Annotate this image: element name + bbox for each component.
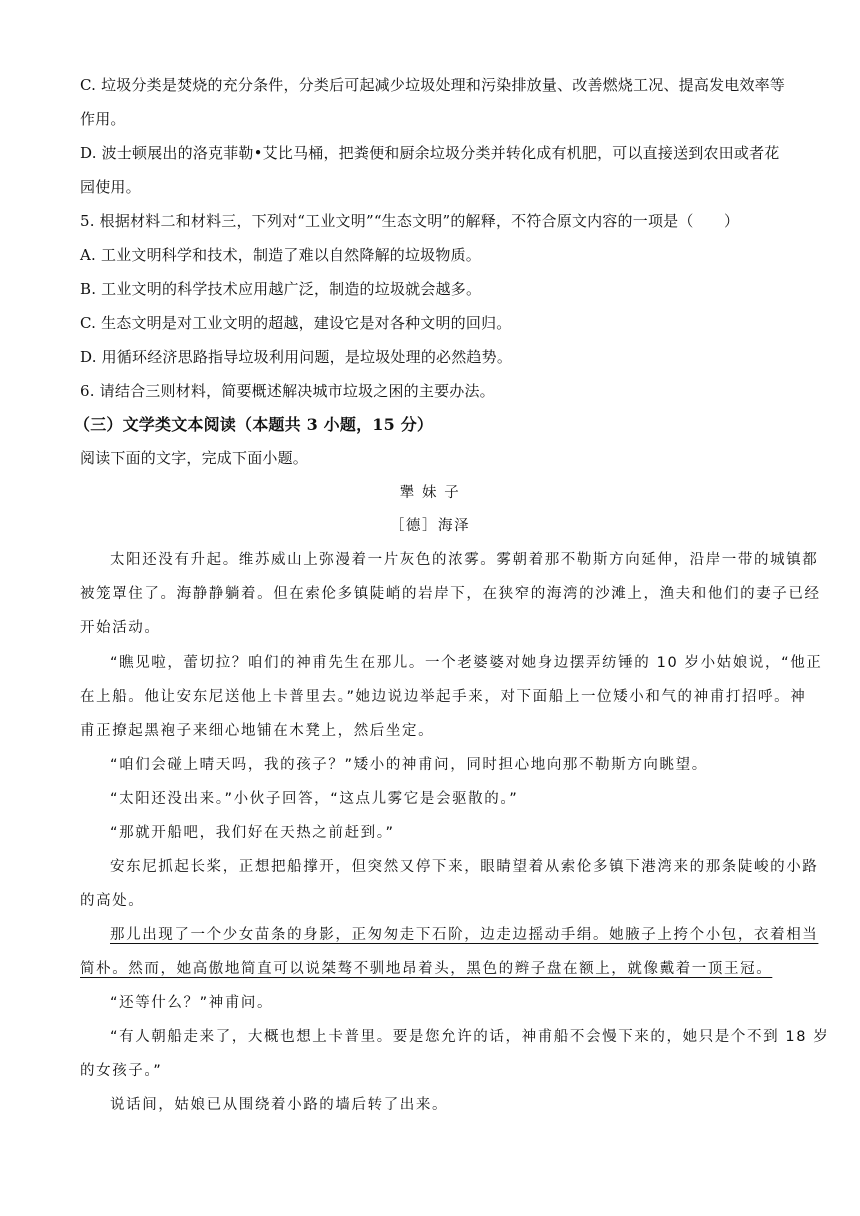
story-paragraph-3: “咱们会碰上晴天吗，我的孩子？”矮小的神甫问，同时担心地向那不勒斯方向眺望。 — [110, 757, 708, 773]
story-author: ［德］海泽 — [389, 518, 471, 534]
q5-stem: 5. 根据材料二和材料三，下列对“工业文明”“生态文明”的解释，不符合原文内容的一项是（ ） — [80, 212, 740, 230]
q5-option-d: D. 用循环经济思路指导垃圾利用问题，是垃圾处理的必然趋势。 — [80, 348, 513, 366]
q5-option-b: B. 工业文明的科学技术应用越广泛，制造的垃圾就会越多。 — [80, 280, 482, 298]
story-paragraph-9-line1: “有人朝船走来了，大概也想上卡普里。要是您允许的话，神甫船不会慢下来的，她只是个不到 18 岁 — [110, 1029, 830, 1045]
story-paragraph-10: 说话间，姑娘已从围绕着小路的墙后转了出来。 — [110, 1097, 449, 1113]
instruction-text: 阅读下面的文字，完成下面小题。 — [80, 449, 309, 467]
q4-option-c-line1: C. 垃圾分类是焚烧的充分条件，分类后可起减少垃圾处理和污染排放量、改善燃烧工况、提高发电效率等 — [80, 76, 786, 94]
story-paragraph-5: “那就开船吧，我们好在天热之前赶到。” — [110, 825, 395, 841]
story-paragraph-4: “太阳还没出来。”小伙子回答，“这点儿雾它是会驱散的。” — [110, 791, 519, 807]
q6-stem: 6. 请结合三则材料，简要概述解决城市垃圾之困的主要办法。 — [80, 382, 495, 400]
section-heading: （三）文学类文本阅读（本题共 3 小题，15 分） — [74, 415, 434, 434]
story-paragraph-8: “还等什么？”神甫问。 — [110, 995, 274, 1011]
story-paragraph-9-line2: 的女孩子。” — [80, 1063, 163, 1079]
story-paragraph-1-line1: 太阳还没有升起。维苏威山上弥漫着一片灰色的浓雾。雾朝着那不勒斯方向延伸，沿岸一带的城镇都 — [110, 552, 819, 568]
story-paragraph-2-line1: “瞧见啦，蕾切拉？咱们的神甫先生在那儿。一个老婆婆对她身边摆弄纺锤的 10 岁小姑娘说，“他正 — [110, 655, 823, 671]
q5-option-a: A. 工业文明科学和技术，制造了难以自然降解的垃圾物质。 — [80, 246, 481, 264]
story-paragraph-6-line2: 的高处。 — [80, 893, 145, 909]
story-paragraph-1-line2: 被笼罩住了。海静静躺着。但在索伦多镇陡峭的岩岸下，在狭窄的海湾的沙滩上，渔夫和他们的妻子已经 — [80, 586, 821, 602]
q4-option-c-line2: 作用。 — [80, 110, 126, 128]
story-title: 犟 妹 子 — [399, 485, 461, 501]
story-paragraph-7-underlined-line1: 那儿出现了一个少女苗条的身影，正匆匆走下石阶，边走边摇动手绢。她腋子上挎个小包，衣着相当 — [110, 927, 819, 943]
q5-option-c: C. 生态文明是对工业文明的超越，建设它是对各种文明的回归。 — [80, 314, 512, 332]
story-paragraph-1-line3: 开始活动。 — [80, 620, 161, 636]
story-paragraph-7-underlined-line2: 简朴。然而，她高傲地简直可以说桀骜不驯地昂着头，黑色的辫子盘在额上，就像戴着一顶王冠。 — [80, 961, 773, 977]
story-paragraph-2-line3: 甫正撩起黑袍子来细心地铺在木凳上，然后坐定。 — [80, 723, 435, 739]
story-paragraph-6-line1: 安东尼抓起长桨，正想把船撑开，但突然又停下来，眼睛望着从索伦多镇下港湾来的那条陡峻的小路 — [110, 859, 819, 875]
q4-option-d-line1: D. 波士顿展出的洛克菲勒•艾比马桶，把粪便和厨余垃圾分类并转化成有机肥，可以直接送到农田或者花 — [80, 144, 780, 162]
story-paragraph-2-line2: 在上船。他让安东尼送他上卡普里去。”她边说边举起手来，对下面船上一位矮小和气的神甫打招呼。神 — [80, 689, 807, 705]
q4-option-d-line2: 园使用。 — [80, 178, 141, 196]
